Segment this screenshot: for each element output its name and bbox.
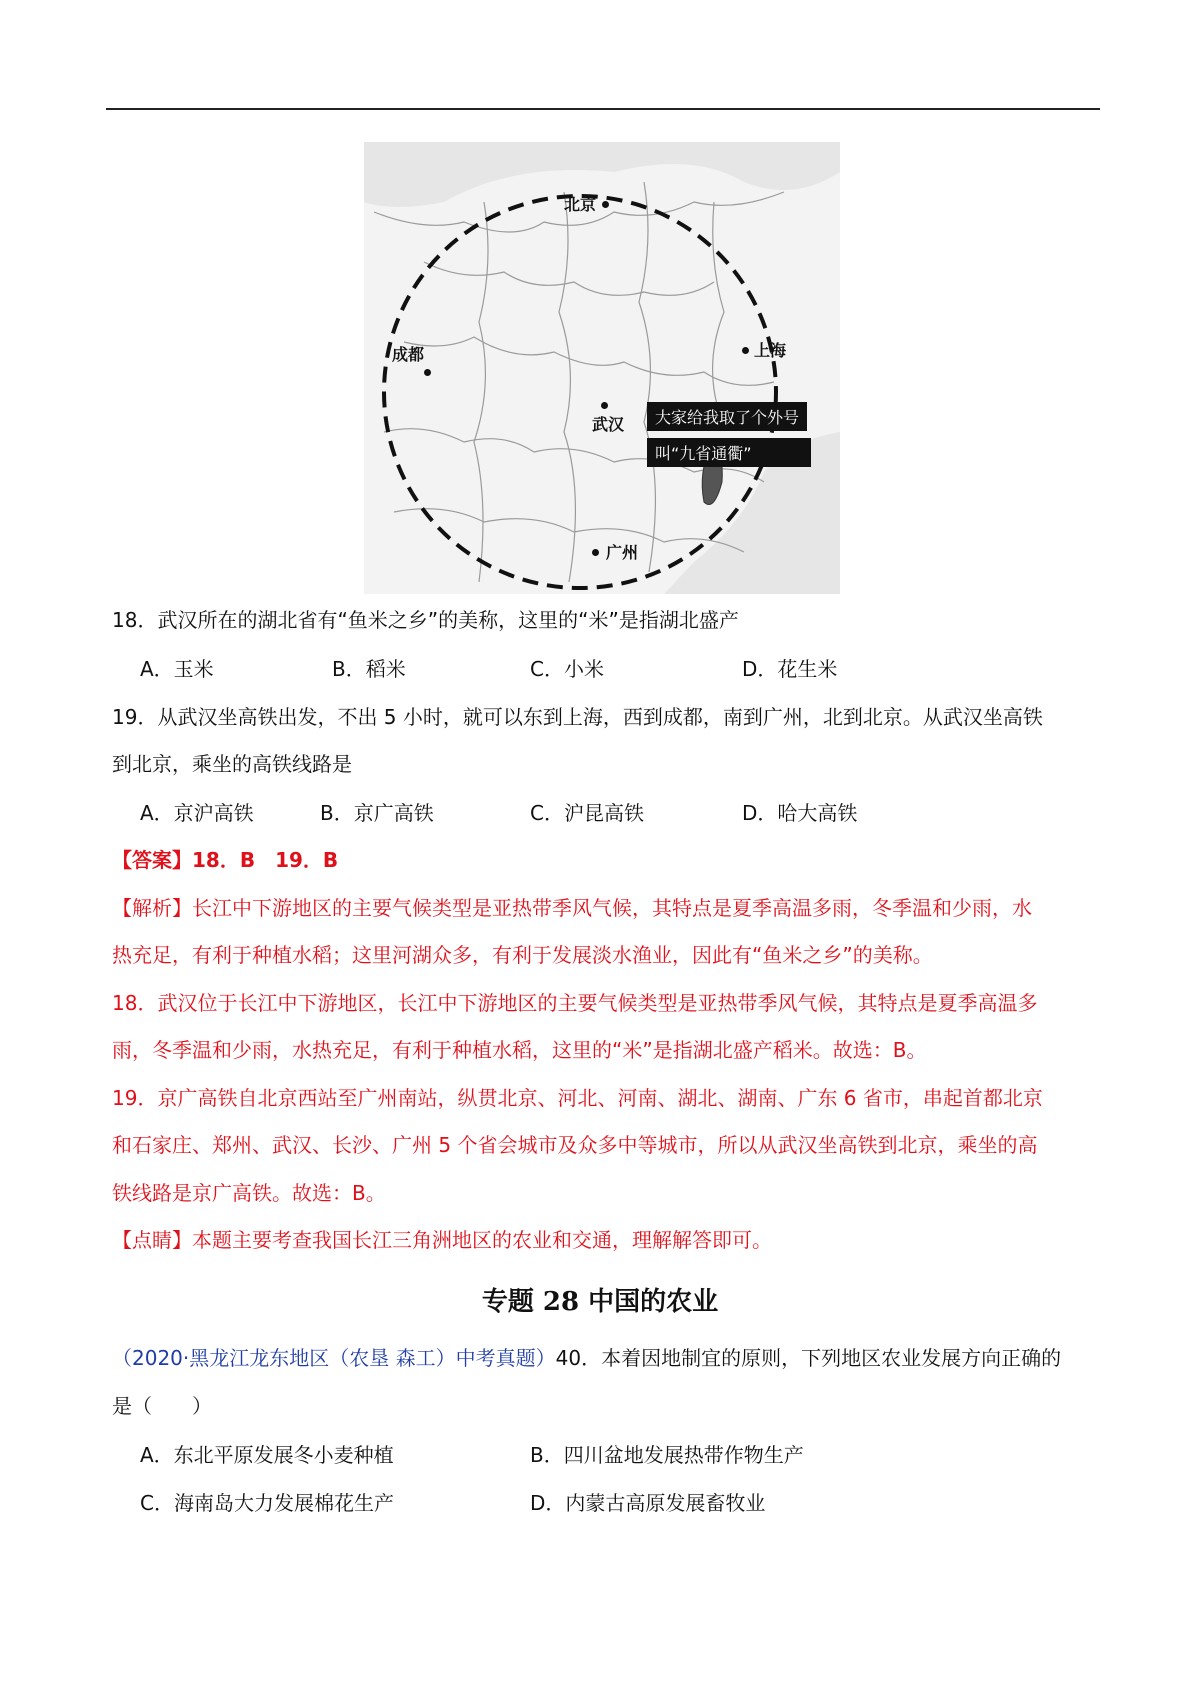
q19-stem-line2: 到北京，乘坐的高铁线路是 [112, 752, 352, 776]
chengdu-dot [424, 369, 431, 376]
q40-stem-text: 40．本着因地制宜的原则，下列地区农业发展方向正确的 [555, 1346, 1062, 1370]
q19-stem-line1: 19．从武汉坐高铁出发，不出 5 小时，就可以东到上海，西到成都，南到广州，北到北京。从武汉坐高铁 [112, 705, 1043, 729]
shanghai-dot [742, 347, 749, 354]
analysis-point: 【点睛】本题主要考查我国长江三角洲地区的农业和交通，理解解答即可。 [112, 1228, 772, 1252]
q40-option-b: B．四川盆地发展热带作物生产 [530, 1443, 804, 1467]
wuhan-label: 武汉 [592, 415, 625, 434]
q19-option-d: D．哈大高铁 [742, 801, 858, 825]
q19-option-a: A．京沪高铁 [140, 801, 254, 825]
q40-source: （2020·黑龙江龙东地区（农垦 森工）中考真题） [112, 1346, 556, 1370]
q18-option-a: A．玉米 [140, 657, 214, 681]
analysis-q18-line1: 18．武汉位于长江中下游地区，长江中下游地区的主要气候类型是亚热带季风气候，其特点是夏季高温多 [112, 991, 1038, 1015]
section-title: 专题 28 中国的农业 [481, 1287, 719, 1317]
q18-stem: 18．武汉所在的湖北省有“鱼米之乡”的美称，这里的“米”是指湖北盛产 [112, 608, 739, 632]
chengdu-label: 成都 [392, 345, 425, 364]
guangzhou-label: 广州 [606, 543, 639, 562]
guangzhou-dot [592, 549, 599, 556]
beijing-dot [602, 201, 609, 208]
china-map-figure [364, 142, 840, 594]
q40-stem-line2: 是（ ） [112, 1394, 212, 1418]
q40-option-a: A．东北平原发展冬小麦种植 [140, 1443, 394, 1467]
q18-option-d: D．花生米 [742, 657, 838, 681]
map-caption-1: 大家给我取了个外号 [647, 402, 807, 431]
wuhan-dot [601, 402, 608, 409]
q18-option-b: B．稻米 [332, 657, 406, 681]
q19-option-b: B．京广高铁 [320, 801, 434, 825]
q40-stem-line1 [112, 1344, 1061, 1372]
analysis-line1: 【解析】长江中下游地区的主要气候类型是亚热带季风气候，其特点是夏季高温多雨，冬季温和少雨，水 [112, 896, 1032, 920]
q40-option-d: D．内蒙古高原发展畜牧业 [530, 1491, 766, 1515]
header-rule [106, 108, 1100, 110]
answer-line: 【答案】18．B 19．B [112, 848, 339, 872]
q18-option-c: C．小米 [530, 657, 604, 681]
analysis-q19-line2: 和石家庄、郑州、武汉、长沙、广州 5 个省会城市及众多中等城市，所以从武汉坐高铁到北京，乘坐的高 [112, 1133, 1038, 1157]
analysis-q18-line2: 雨，冬季温和少雨，水热充足，有利于种植水稻，这里的“米”是指湖北盛产稻米。故选：B。 [112, 1038, 927, 1062]
analysis-q19-line3: 铁线路是京广高铁。故选：B。 [112, 1181, 386, 1205]
map-caption-2: 叫“九省通衢” [647, 438, 811, 467]
q19-option-c: C．沪昆高铁 [530, 801, 644, 825]
analysis-line2: 热充足，有利于种植水稻；这里河湖众多，有利于发展淡水渔业，因此有“鱼米之乡”的美称。 [112, 943, 933, 967]
shanghai-label: 上海 [754, 341, 787, 360]
beijing-label: 北京 [564, 195, 597, 214]
analysis-q19-line1: 19．京广高铁自北京西站至广州南站，纵贯北京、河北、河南、湖北、湖南、广东 6 省市，串起首都北京 [112, 1086, 1043, 1110]
q40-option-c: C．海南岛大力发展棉花生产 [140, 1491, 394, 1515]
